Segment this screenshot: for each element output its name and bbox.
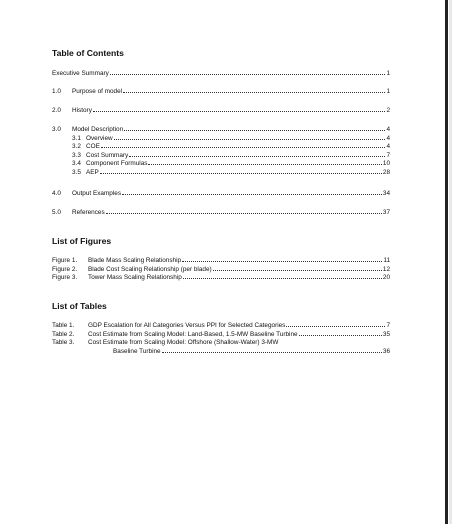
- figure-title: Blade Cost Scaling Relationship (per blade): [88, 265, 212, 273]
- toc-entry: [52, 189, 390, 198]
- table-number: Table 2.: [52, 330, 75, 338]
- figure-page: 20: [382, 274, 390, 281]
- toc-entry-page: 28: [382, 168, 390, 176]
- figure-page: 12: [382, 265, 390, 273]
- toc-entry-title: Cost Summary: [86, 151, 129, 159]
- toc-entry-title: AEP: [86, 168, 99, 176]
- figure-title: Tower Mass Scaling Relationship: [88, 274, 182, 281]
- toc-entry-page: 4: [386, 134, 390, 142]
- table-title: GDP Escalation for All Categories Versus PPI for Selected Categories: [88, 322, 286, 329]
- toc-entry-title: Purpose of model: [72, 88, 123, 95]
- toc-entry-page: 34: [382, 190, 390, 197]
- figures-heading: List of Figures: [52, 236, 112, 246]
- figure-title: Blade Mass Scaling Relationship: [88, 257, 182, 264]
- toc-entry-title: Component Formulas: [86, 160, 148, 167]
- toc-entry-page: 4: [386, 126, 390, 133]
- toc-entry-title: History: [72, 107, 92, 114]
- table-entry-continuation: [52, 347, 390, 356]
- table-title: Cost Estimate from Scaling Model: Offshore (Shallow-Water) 3-MW: [88, 339, 279, 346]
- toc-entry-number: 1.0: [52, 88, 61, 95]
- toc-entry-number: 5.0: [52, 209, 61, 216]
- toc-entry-page: 7: [386, 151, 390, 159]
- toc-entry-number: 2.0: [52, 107, 61, 114]
- toc-entry-number: 3.1: [72, 134, 81, 142]
- toc-entry-number: 3.3: [72, 151, 81, 159]
- toc-entry: [52, 87, 390, 96]
- toc-entry-title: COE: [86, 143, 100, 150]
- figure-number: Figure 3.: [52, 274, 78, 281]
- table-page: 36: [382, 347, 390, 355]
- toc-entry-number: 3.5: [72, 168, 81, 176]
- toc-entry: [52, 69, 390, 78]
- toc-entry-page: 2: [386, 107, 390, 114]
- figure-entry: [52, 273, 390, 282]
- toc-entry-page: 37: [382, 209, 390, 216]
- toc-entry-title: Model Description: [72, 126, 124, 133]
- table-number: Table 3.: [52, 339, 75, 346]
- toc-entry-page: 1: [386, 88, 390, 95]
- toc-entry-number: 3.4: [72, 160, 81, 167]
- toc-entry-number: 4.0: [52, 190, 61, 197]
- figure-number: Figure 1.: [52, 257, 78, 264]
- toc-entry: [52, 208, 390, 217]
- toc-heading: Table of Contents: [52, 48, 124, 58]
- toc-entry: [52, 106, 390, 115]
- toc-entry-page: 10: [382, 160, 390, 167]
- toc-entry-title: Executive Summary: [52, 70, 109, 77]
- toc-entry-title: Overview: [86, 134, 113, 142]
- tables-heading: List of Tables: [52, 301, 107, 311]
- toc-entry-number: 3.0: [52, 126, 61, 133]
- table-number: Table 1.: [52, 322, 75, 329]
- table-title: Baseline Turbine: [113, 347, 161, 355]
- toc-entry-number: 3.2: [72, 143, 81, 150]
- toc-subentry: [52, 168, 390, 177]
- toc-entry-page: 1: [386, 70, 390, 77]
- figure-page: 11: [383, 257, 390, 264]
- toc-entry-title: Output Examples: [72, 190, 122, 197]
- table-title: Cost Estimate from Scaling Model: Land-Based, 1.5-MW Baseline Turbine: [88, 330, 298, 338]
- toc-entry-title: References: [72, 209, 105, 216]
- table-page: 7: [386, 322, 390, 329]
- table-page: 35: [382, 330, 390, 338]
- toc-entry-page: 4: [386, 143, 390, 150]
- figure-number: Figure 2.: [52, 265, 78, 273]
